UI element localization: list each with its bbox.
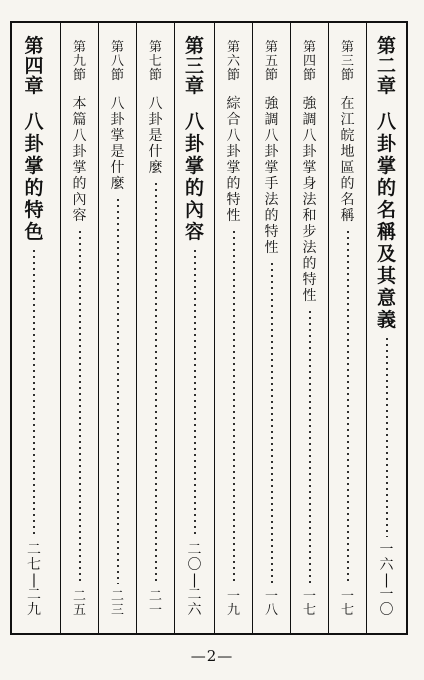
section-label: 第 六 節	[226, 40, 240, 83]
toc-entry-4	[214, 23, 252, 633]
toc-entry-1	[328, 23, 366, 633]
leader-dots	[386, 336, 388, 537]
page-reference: 一 八	[264, 589, 278, 618]
page-reference: 二 七 | 二 九	[27, 542, 41, 618]
toc-entry-5	[174, 23, 214, 633]
toc-entry-2	[290, 23, 328, 633]
section-title: 在 江 皖 地 區 的 名 稱	[340, 96, 355, 224]
chapter-label: 第 四 章	[24, 35, 44, 97]
section-title: 本 篇 八 卦 掌 的 內 容	[72, 96, 87, 224]
chapter-label: 第 三 章	[184, 35, 204, 97]
toc-entry-8	[60, 23, 98, 633]
page-reference: 一 七	[340, 589, 354, 618]
section-title: 強 調 八 卦 掌 身 法 和 步 法 的 特 性	[302, 96, 317, 304]
page-reference: 二 一	[148, 589, 162, 618]
page-reference: 二 〇 | 二 六	[187, 542, 202, 618]
section-title: 八 卦 掌 是 什 麼	[110, 96, 125, 192]
leader-dots	[309, 309, 311, 584]
page-reference: 一 九	[226, 589, 240, 618]
chapter-label: 第 二 章	[376, 35, 396, 97]
chapter-title: 八 卦 掌 的 名 稱 及 其 意 義	[376, 111, 396, 331]
toc-entry-7	[98, 23, 136, 633]
leader-dots	[194, 248, 196, 537]
leader-dots	[155, 181, 157, 584]
toc-entry-0	[366, 23, 406, 633]
page-reference: 二 五	[72, 589, 86, 618]
leader-dots	[33, 248, 35, 537]
toc-frame	[10, 21, 408, 635]
toc-entry-9	[10, 23, 60, 633]
page-number-footer: —2—	[190, 647, 234, 665]
toc-entry-3	[252, 23, 290, 633]
chapter-title: 八 卦 掌 的 特 色	[24, 111, 44, 243]
leader-dots	[117, 197, 119, 584]
section-title: 綜 合 八 卦 掌 的 特 性	[226, 96, 241, 224]
section-label: 第 四 節	[302, 40, 316, 83]
page-reference: 二 三	[110, 589, 124, 618]
leader-dots	[271, 261, 273, 584]
section-label: 第 九 節	[72, 40, 86, 83]
leader-dots	[347, 229, 349, 584]
section-label: 第 五 節	[264, 40, 278, 83]
chapter-title: 八 卦 掌 的 內 容	[184, 111, 204, 243]
section-label: 第 七 節	[148, 40, 162, 83]
page-reference: 一 七	[302, 589, 316, 618]
toc-entry-6	[136, 23, 174, 633]
section-title: 強 調 八 卦 掌 手 法 的 特 性	[264, 96, 279, 256]
section-label: 第 三 節	[340, 40, 354, 83]
section-title: 八 卦 是 什 麼	[148, 96, 163, 176]
leader-dots	[233, 229, 235, 584]
page-reference: 一 六 | 一 〇	[379, 542, 394, 618]
leader-dots	[79, 229, 81, 584]
section-label: 第 八 節	[110, 40, 124, 83]
